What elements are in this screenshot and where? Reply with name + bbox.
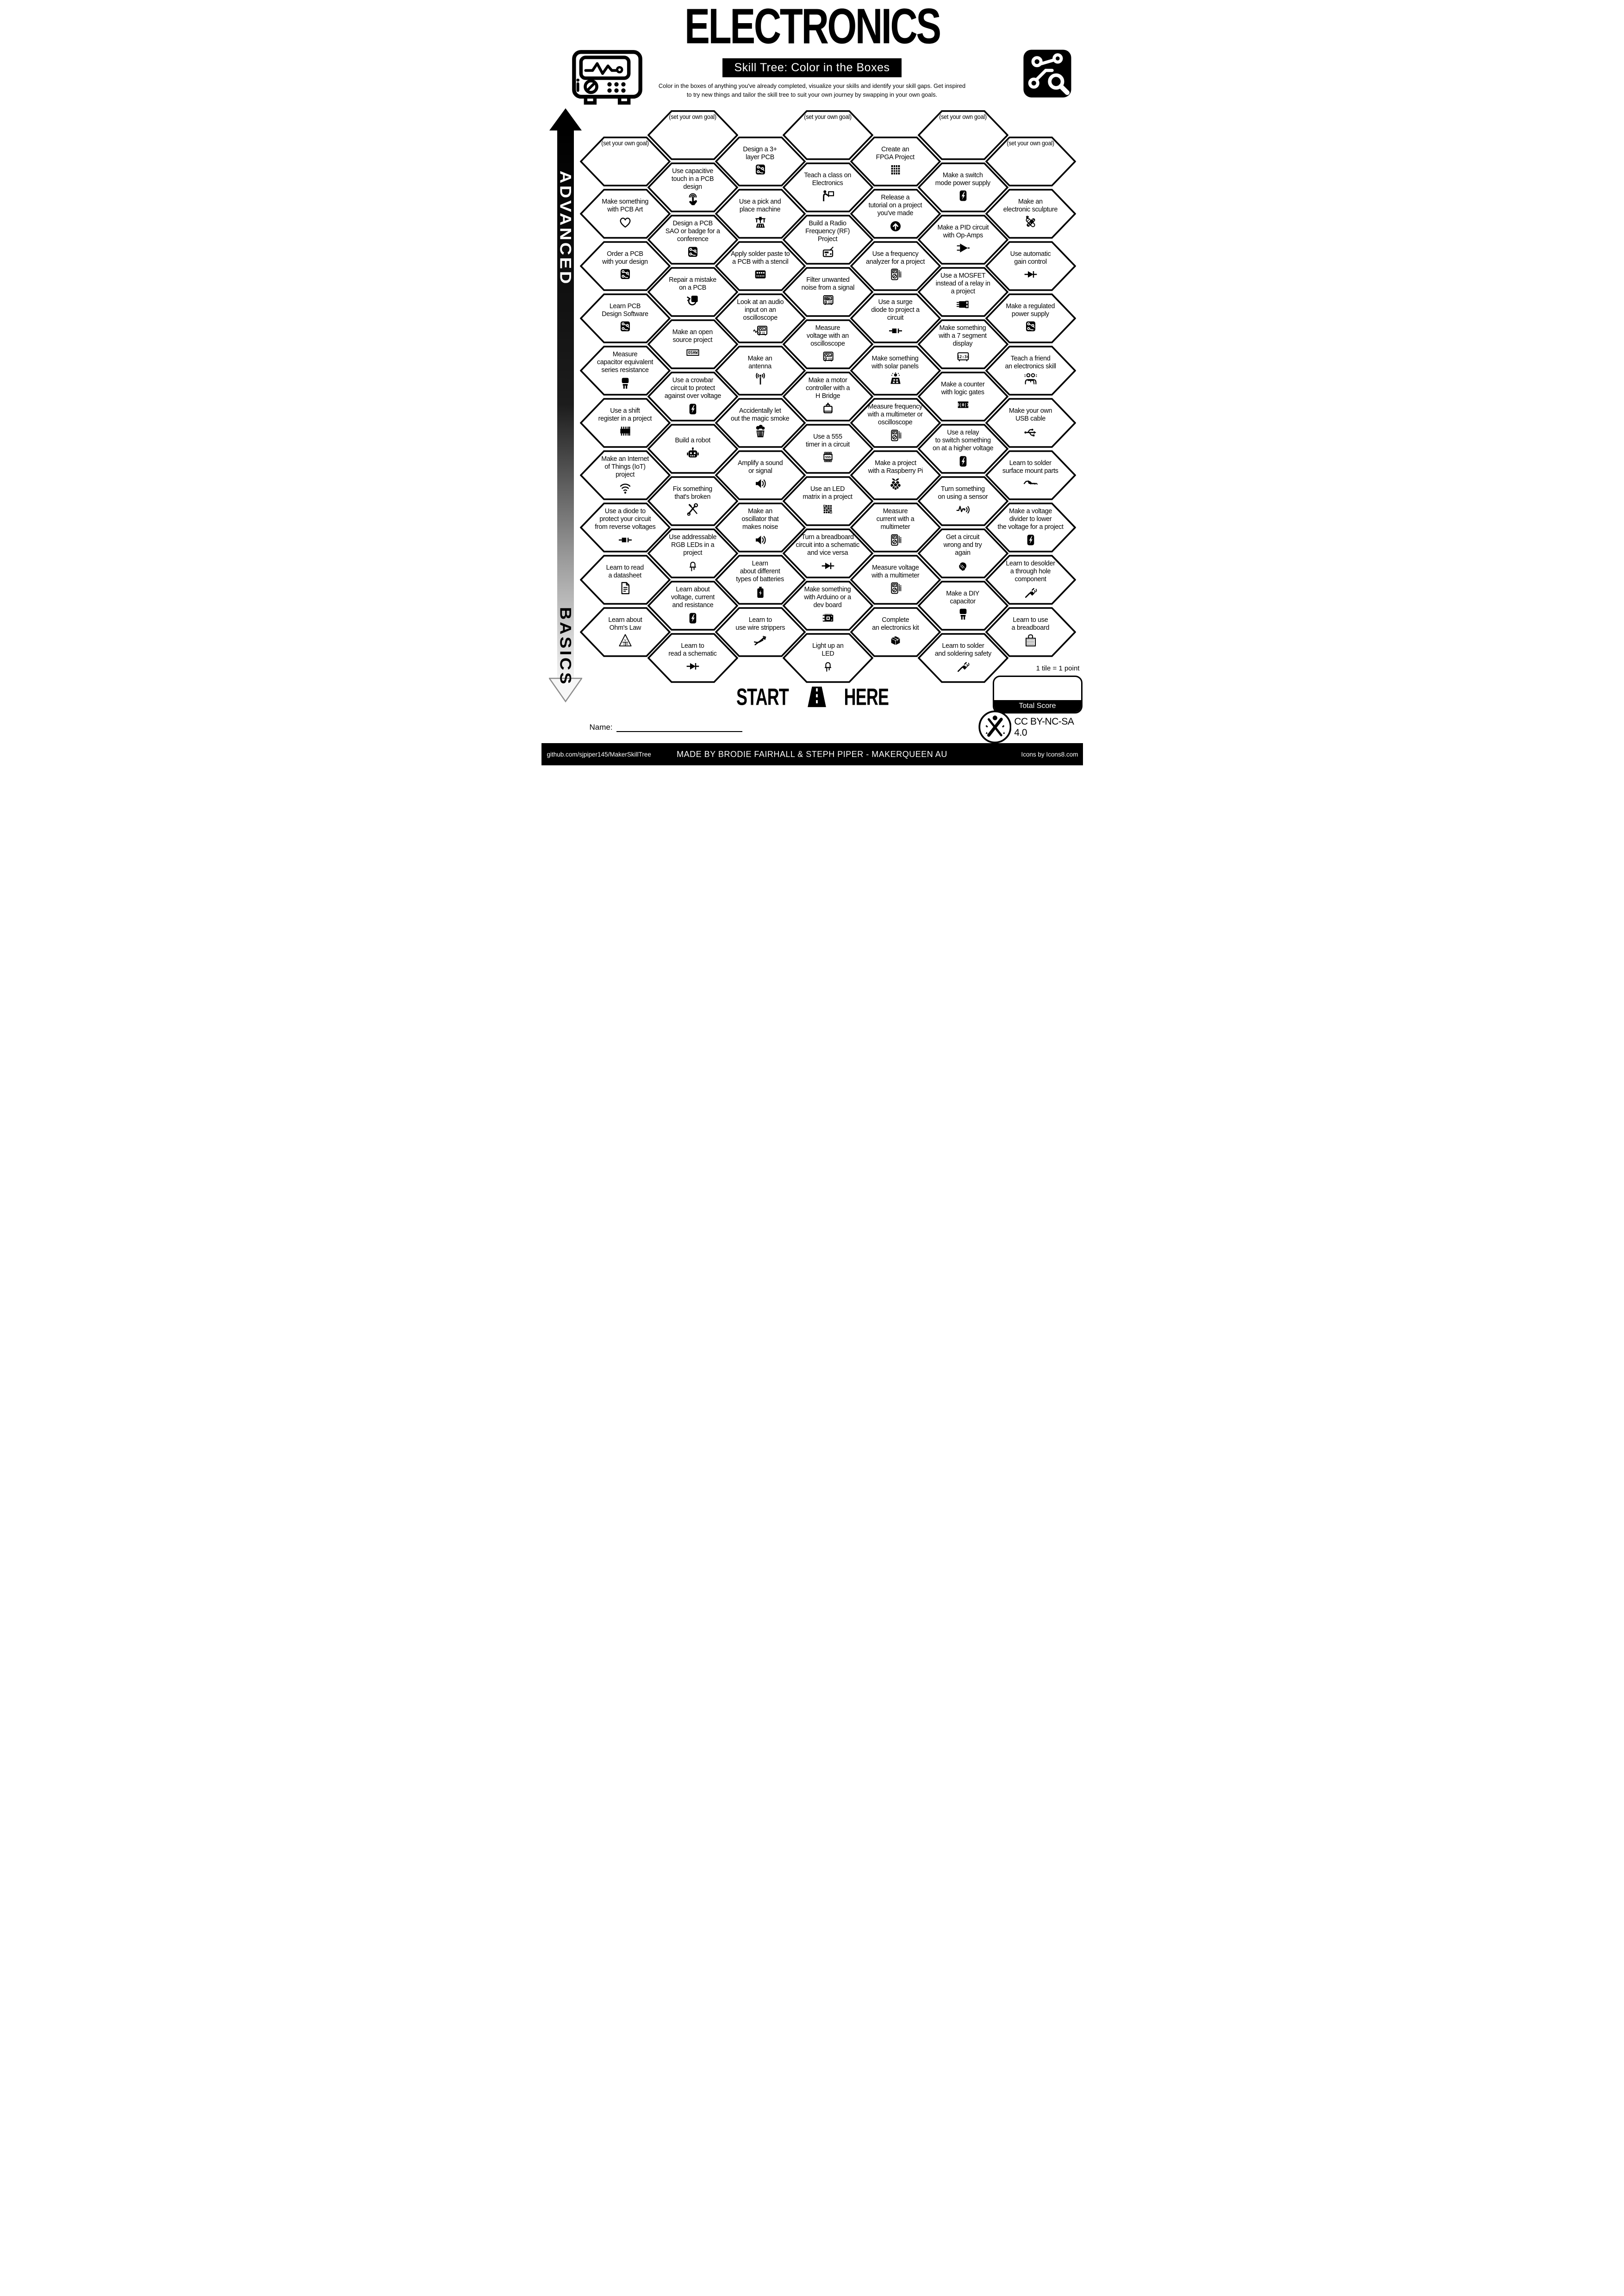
tile-label: Make an electronic sculpture bbox=[1003, 197, 1058, 213]
skill-tile[interactable] bbox=[985, 293, 1076, 343]
name-input-line[interactable] bbox=[616, 722, 742, 732]
usb-icon bbox=[1021, 424, 1040, 439]
chip-icon bbox=[616, 424, 635, 439]
tile-content bbox=[990, 399, 1071, 447]
tile-label: Learn about different types of batteries bbox=[736, 559, 784, 583]
tile-label: Make a counter with logic gates bbox=[941, 380, 985, 396]
tile-label: Learn to read a datasheet bbox=[606, 563, 644, 579]
radio-icon bbox=[819, 245, 837, 260]
tile-label: Make an antenna bbox=[748, 354, 772, 370]
diode-symbol-icon bbox=[684, 659, 702, 674]
tile-label: Make a DIY capacitor bbox=[946, 589, 980, 605]
name-label: Name: bbox=[589, 723, 613, 732]
teacher-icon bbox=[819, 188, 837, 203]
tile-label: Create an FPGA Project bbox=[876, 145, 915, 161]
tile-content bbox=[990, 295, 1071, 342]
tile-label: Use a shift register in a project bbox=[598, 406, 652, 422]
multimeter-icon bbox=[886, 267, 905, 282]
tile-label: Learn to read a schematic bbox=[668, 641, 717, 658]
tile-content bbox=[990, 556, 1071, 603]
tile-label: Measure capacitor equivalent series resistance bbox=[597, 350, 653, 374]
tile-label: Learn to solder and soldering safety bbox=[934, 641, 991, 658]
tile-label: Release a tutorial on a project you've made bbox=[868, 193, 922, 217]
tile-label: Make an open source project bbox=[672, 328, 713, 344]
upload-icon bbox=[886, 219, 905, 234]
tile-label: Measure voltage with an oscilloscope bbox=[806, 324, 849, 348]
intro-line-2: to try new things and tailor the skill tree to suit your own journey by swapping in your own goals. bbox=[686, 91, 938, 99]
solder-iron-icon bbox=[1021, 585, 1040, 600]
tile-label: Learn about voltage, current and resistance bbox=[671, 585, 715, 609]
bolt-badge-icon bbox=[1021, 533, 1040, 547]
skill-tree-poster bbox=[541, 0, 1083, 765]
tile-label: Make something with PCB Art bbox=[602, 197, 648, 213]
credit-text: MADE BY BRODIE FAIRHALL & STEPH PIPER - MAKERQUEEN AU bbox=[677, 749, 947, 759]
footer-bar bbox=[541, 743, 1083, 765]
solder-iron-icon bbox=[954, 659, 972, 674]
tile-label: Build a Radio Frequency (RF) Project bbox=[805, 219, 850, 243]
maker-tools-logo bbox=[978, 709, 1012, 745]
svg-text:0|0|7: 0|0|7 bbox=[957, 403, 969, 408]
tile-label: (set your own goal) bbox=[804, 113, 852, 120]
tile-content bbox=[990, 608, 1071, 656]
tile-label: Make a switch mode power supply bbox=[935, 171, 990, 187]
skill-tile[interactable] bbox=[985, 555, 1076, 605]
tile-label: Order a PCB with your design bbox=[602, 249, 648, 266]
skill-tile[interactable] bbox=[985, 346, 1076, 396]
tile-label: Make your own USB cable bbox=[1008, 406, 1052, 422]
intro-line-1: Color in the boxes of anything you've already completed, visualize your skills and identify your skill gaps. Get inspired bbox=[658, 82, 966, 89]
tile-label: Design a 3+ layer PCB bbox=[743, 145, 778, 161]
tile-content bbox=[990, 347, 1071, 394]
tile-label: Use a crowbar circuit to protect against over voltage bbox=[664, 376, 721, 400]
tile-label: Use addressable RGB LEDs in a project bbox=[669, 533, 716, 557]
pick-place-icon bbox=[751, 215, 770, 230]
svg-text:R: R bbox=[626, 643, 628, 646]
datasheet-icon bbox=[616, 581, 635, 596]
tile-content bbox=[990, 452, 1071, 499]
tile-label: Amplify a sound or signal bbox=[737, 459, 783, 475]
road-icon bbox=[803, 684, 831, 710]
sensor-icon bbox=[954, 502, 972, 517]
diode-component-icon bbox=[616, 533, 635, 547]
multimeter-icon bbox=[886, 533, 905, 547]
pcb-icon bbox=[616, 319, 635, 334]
tile-label: Make a PID circuit with Op-Amps bbox=[937, 223, 989, 239]
tile-label: (set your own goal) bbox=[669, 113, 716, 120]
skill-tile[interactable] bbox=[985, 607, 1076, 657]
facepalm-icon bbox=[954, 558, 972, 573]
multimeter-icon bbox=[886, 581, 905, 596]
license-row bbox=[978, 709, 1083, 745]
tile-label: Use a frequency analyzer for a project bbox=[865, 249, 925, 266]
tile-label: Make an oscillator that makes noise bbox=[741, 507, 779, 531]
tile-label: Measure frequency with a multimeter or oscilloscope bbox=[868, 403, 923, 426]
fpga-icon bbox=[886, 162, 905, 177]
tile-content bbox=[990, 242, 1071, 290]
svg-text:I: I bbox=[622, 643, 624, 646]
speaker-icon bbox=[751, 533, 770, 547]
tile-label: Learn to use a breadboard bbox=[1011, 615, 1050, 632]
led-matrix-icon bbox=[819, 502, 837, 517]
tile-content bbox=[990, 190, 1071, 237]
tile-label: Apply solder paste to a PCB with a stencil bbox=[730, 249, 790, 266]
capacitor-icon bbox=[954, 607, 972, 621]
multimeter-icon bbox=[886, 428, 905, 443]
oscilloscope-icon bbox=[570, 48, 644, 109]
tile-label: Teach a friend an electronics skill bbox=[1005, 354, 1056, 370]
tile-points-note: 1 tile = 1 point bbox=[1036, 664, 1080, 672]
icons8-credit: Icons by Icons8.com bbox=[1021, 751, 1078, 758]
smoke-icon bbox=[751, 424, 770, 439]
intro-text bbox=[636, 81, 988, 99]
pcb-icon bbox=[1021, 319, 1040, 334]
wifi-icon bbox=[616, 480, 635, 495]
svg-text:555: 555 bbox=[825, 455, 831, 459]
tile-label: Use a MOSFET instead of a relay in a project bbox=[935, 272, 990, 295]
heart-icon bbox=[616, 215, 635, 230]
name-field bbox=[590, 722, 742, 732]
page-title: ELECTRONICS bbox=[684, 0, 940, 55]
raspberry-icon bbox=[886, 476, 905, 491]
opamp-icon bbox=[954, 241, 972, 255]
tile-label: Make something with solar panels bbox=[871, 354, 919, 370]
bolt-badge-icon bbox=[684, 402, 702, 416]
robot-icon bbox=[684, 446, 702, 461]
arduino-icon bbox=[819, 611, 837, 626]
skill-tile[interactable] bbox=[985, 398, 1076, 448]
total-score-input[interactable] bbox=[994, 677, 1081, 700]
tile-label: Make a motor controller with a H Bridge bbox=[805, 376, 850, 400]
tile-label: Measure current with a multimeter bbox=[876, 507, 915, 531]
tile-label: Use a relay to switch something on at a higher voltage bbox=[932, 428, 994, 452]
skill-tile[interactable] bbox=[985, 503, 1076, 552]
tile-label: Complete an electronics kit bbox=[871, 615, 919, 632]
svg-text:12:34: 12:34 bbox=[957, 354, 969, 360]
repo-link[interactable]: github.com/sjpiper145/MakerSkillTree bbox=[547, 751, 651, 758]
skill-tile[interactable] bbox=[985, 241, 1076, 291]
tile-label: Use a diode to protect your circuit from reverse voltages bbox=[594, 507, 656, 531]
tile-label: Use a 555 timer in a circuit bbox=[806, 432, 850, 448]
wire-strippers-icon bbox=[751, 633, 770, 648]
tile-label: Repair a mistake on a PCB bbox=[669, 275, 716, 292]
scope-noise-icon bbox=[819, 293, 837, 308]
capacitor-icon bbox=[616, 376, 635, 391]
led-icon bbox=[684, 558, 702, 573]
advanced-label: ADVANCED bbox=[556, 170, 575, 286]
sculpture-icon bbox=[1021, 215, 1040, 230]
pcb-icon bbox=[616, 267, 635, 282]
speaker-icon bbox=[751, 476, 770, 491]
bolt-badge-icon bbox=[954, 454, 972, 469]
tile-label: Make an Internet of Things (IoT) project bbox=[601, 455, 649, 478]
tile-label: Light up an LED bbox=[812, 641, 844, 658]
timer-555-icon bbox=[819, 450, 837, 465]
pcb-magnifier-icon bbox=[1022, 48, 1073, 99]
skill-tile[interactable] bbox=[985, 450, 1076, 500]
smd-solder-icon bbox=[1021, 476, 1040, 491]
basics-label: BASICS bbox=[556, 607, 575, 686]
svg-text:V: V bbox=[624, 638, 626, 643]
tile-label: Learn to use wire strippers bbox=[735, 615, 785, 632]
tile-label: Teach a class on Electronics bbox=[804, 171, 852, 187]
svg-text:OSHW: OSHW bbox=[688, 351, 697, 356]
tile-label: Learn to desolder a through hole component bbox=[1006, 559, 1055, 583]
battery-icon bbox=[751, 585, 770, 600]
tile-label: Fix something that's broken bbox=[672, 484, 713, 501]
here-label: HERE bbox=[844, 683, 889, 710]
tile-label: Make a voltage divider to lower the voltage for a project bbox=[997, 507, 1064, 531]
diode-symbol-icon bbox=[819, 558, 837, 573]
tile-label: (set your own goal) bbox=[601, 140, 649, 147]
tile-label: Use an LED matrix in a project bbox=[803, 484, 853, 501]
motor-icon bbox=[819, 402, 837, 416]
license-label: CC BY-NC-SA 4.0 bbox=[1014, 716, 1074, 738]
pcb-icon bbox=[751, 162, 770, 177]
tile-label: Use automatic gain control bbox=[1010, 249, 1051, 266]
total-score-label: Total Score bbox=[994, 700, 1081, 712]
tile-label: Make something with a 7 segment display bbox=[939, 324, 987, 348]
tile-label: Filter unwanted noise from a signal bbox=[801, 275, 854, 292]
tile-label: Learn to solder surface mount parts bbox=[1002, 459, 1058, 475]
touch-icon bbox=[684, 192, 702, 207]
antenna-icon bbox=[751, 372, 770, 386]
tile-label: Learn PCB Design Software bbox=[602, 302, 648, 318]
tile-label: Turn something on using a sensor bbox=[938, 484, 988, 501]
tile-label: (set your own goal) bbox=[939, 113, 987, 120]
tile-label: Use a pick and place machine bbox=[739, 197, 781, 213]
tile-label: Design a PCB SAO or badge for a conference bbox=[665, 219, 720, 243]
tile-label: Learn about Ohm's Law bbox=[608, 615, 642, 632]
tile-label: Look at an audio input on an oscilloscope bbox=[736, 298, 784, 322]
diode-component-icon bbox=[886, 323, 905, 338]
stencil-icon bbox=[751, 267, 770, 282]
tile-content bbox=[990, 504, 1071, 551]
tile-label: (set your own goal) bbox=[1007, 140, 1054, 147]
bolt-badge-icon bbox=[684, 611, 702, 626]
bolt-badge-icon bbox=[954, 188, 972, 203]
tile-label: Use capacitive touch in a PCB design bbox=[671, 167, 714, 191]
tile-label: Make a project with a Raspberry Pi bbox=[868, 459, 923, 475]
ohms-law-icon bbox=[616, 633, 635, 648]
scope-audio-icon bbox=[751, 323, 770, 338]
repair-icon bbox=[684, 293, 702, 308]
kit-box-icon bbox=[886, 633, 905, 648]
tile-label: Accidentally let out the magic smoke bbox=[731, 406, 790, 422]
mosfet-icon bbox=[954, 297, 972, 312]
start-label: START bbox=[736, 683, 789, 710]
breadboard-icon bbox=[1021, 633, 1040, 648]
seven-segment-icon bbox=[954, 349, 972, 364]
tile-label: Turn a breadboard circuit into a schematic and vice versa bbox=[796, 533, 860, 557]
oscilloscope-icon bbox=[819, 349, 837, 364]
subtitle-badge: Skill Tree: Color in the Boxes bbox=[722, 58, 902, 77]
skill-tile[interactable] bbox=[985, 189, 1076, 239]
diode-symbol-icon bbox=[1021, 267, 1040, 282]
pcb-icon bbox=[684, 245, 702, 260]
teach-friend-icon bbox=[1021, 372, 1040, 386]
led-icon bbox=[819, 659, 837, 674]
goal-tile[interactable] bbox=[985, 137, 1076, 186]
tile-label: Measure voltage with a multimeter bbox=[871, 563, 920, 579]
tile-content bbox=[990, 138, 1071, 185]
tile-label: Get a circuit wrong and try again bbox=[944, 533, 982, 557]
tile-label: Build a robot bbox=[675, 436, 710, 445]
tile-label: Make a regulated power supply bbox=[1006, 302, 1055, 318]
tile-label: Make something with Arduino or a dev board bbox=[804, 585, 852, 609]
counter-icon bbox=[954, 397, 972, 412]
tile-label: Use a surge diode to project a circuit bbox=[871, 298, 920, 322]
tools-icon bbox=[684, 502, 702, 517]
oshw-icon bbox=[684, 345, 702, 360]
total-score-box bbox=[993, 676, 1083, 714]
solar-icon bbox=[886, 372, 905, 386]
